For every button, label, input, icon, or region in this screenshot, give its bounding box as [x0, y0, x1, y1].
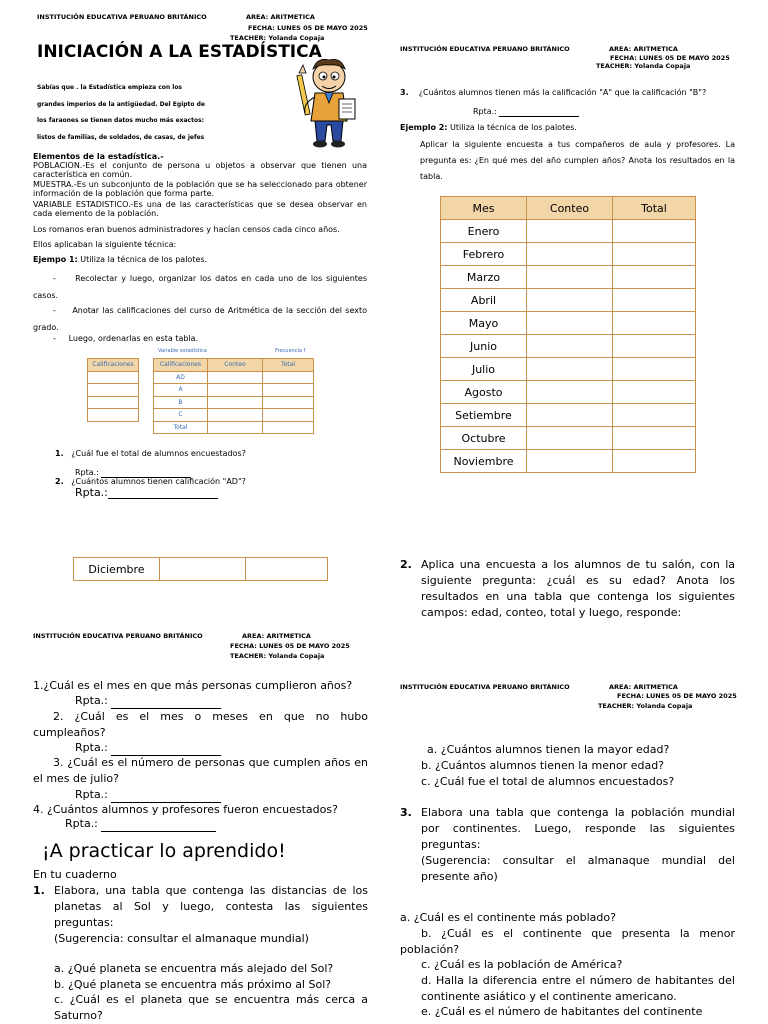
question-text: ¿Cuál fue el total de alumnos encuestados?	[71, 449, 246, 458]
table-cell[interactable]	[527, 266, 613, 289]
table-cell[interactable]	[613, 243, 696, 266]
table-cell[interactable]	[613, 404, 696, 427]
table-row	[441, 312, 696, 335]
month-cell: Octubre	[441, 427, 527, 450]
bullet-anotar: - Anotar las calificaciones del curso de Aritmética de la sección del sexto grado.	[33, 306, 367, 332]
table-row	[441, 289, 696, 312]
rpta-label: Rpta.:	[75, 694, 108, 707]
table-cell[interactable]	[613, 289, 696, 312]
table-row	[441, 335, 696, 358]
suggestion-text: (Sugerencia: consultar el almanaque mundial del presente año)	[421, 854, 735, 883]
item-number: 2.	[400, 558, 412, 571]
question-3	[400, 88, 706, 98]
table-cell[interactable]	[263, 421, 314, 434]
table-cell	[88, 409, 139, 422]
ellos-text: Ellos aplicaban la siguiente técnica:	[33, 240, 177, 249]
freq-label: Frecuencia f	[275, 348, 306, 354]
poblacion-definition: POBLACION.-Es el conjunto de persona u objetos a observar que tienen una característica en común.	[33, 161, 367, 179]
table-row	[441, 220, 696, 243]
month-cell: Enero	[441, 220, 527, 243]
sabias-que	[37, 80, 222, 146]
table-row	[441, 404, 696, 427]
example-2-body: Aplicar la siguiente encuesta a tus compañeros de aula y profesores. La pregunta es: ¿En qué mes del año cumplen años? Anota los resultados en la tabla.	[420, 140, 735, 181]
table-header: Mes	[441, 197, 527, 220]
table-cell[interactable]	[208, 371, 263, 384]
table-cell	[88, 384, 139, 397]
item-3	[400, 805, 735, 885]
question-1	[55, 449, 246, 459]
exercise-1-c: c. ¿Cuál es el planeta que se encuentra más cerca a Saturno?	[54, 993, 368, 1022]
area-label: AREA: ARITMETICA	[609, 45, 678, 53]
table-cell[interactable]	[527, 404, 613, 427]
table-cell[interactable]	[263, 396, 314, 409]
bullet-recolectar: - Recolectar y luego, organizar los datos en cada uno de los siguientes casos.	[33, 274, 367, 300]
table-row	[441, 266, 696, 289]
suggestion-text: (Sugerencia: consultar el almanaque mundial)	[54, 932, 309, 945]
table-row	[441, 358, 696, 381]
table-cell[interactable]	[208, 396, 263, 409]
table-row	[154, 396, 314, 409]
table-cell[interactable]	[613, 427, 696, 450]
item-text: Elabora una tabla que contenga la población mundial por continentes. Luego, responde las siguientes preguntas:	[421, 806, 735, 851]
table-row	[441, 381, 696, 404]
table-cell[interactable]	[613, 381, 696, 404]
example-2	[400, 123, 577, 133]
table-cell[interactable]	[527, 312, 613, 335]
rpta-label: Rpta.:	[75, 486, 108, 499]
question-text: ¿Cuántos alumnos tienen más la calificación "A" que la calificación "B"?	[418, 88, 707, 97]
muestra-definition: MUESTRA.-Es un subconjunto de la población que se ha seleccionado para obtener información de la población que forma parte.	[33, 180, 367, 198]
table-row	[154, 409, 314, 422]
teacher-label: TEACHER: Yolanda Copaja	[598, 702, 693, 710]
calificaciones-table	[153, 358, 314, 434]
sabias-line: listos de familias, de soldados, de casas, de jefes	[37, 133, 205, 141]
table-header: Conteo	[208, 359, 263, 372]
rpta-label: Rpta.:	[65, 817, 98, 830]
example-1-text: Utiliza la técnica de los palotes.	[77, 255, 208, 264]
table-header: Conteo	[527, 197, 613, 220]
item-number: 3.	[400, 806, 412, 819]
table-cell[interactable]	[208, 421, 263, 434]
table-cell[interactable]	[246, 558, 328, 581]
p3-answer-3	[75, 787, 221, 803]
table-cell[interactable]	[613, 450, 696, 473]
date-label: FECHA: LUNES 05 DE MAYO 2025	[230, 642, 350, 650]
p3-question-2: 2. ¿Cuál es el mes o meses en que no hubo cumpleaños?	[33, 710, 368, 739]
elementos-title: Elementos de la estadística.-	[33, 152, 164, 161]
p4-item-d: d. Halla la diferencia entre el número de habitantes del continente asiático y el continente americano.	[421, 974, 735, 1003]
table-cell[interactable]	[527, 381, 613, 404]
table-cell[interactable]	[527, 220, 613, 243]
sabias-line: los faraones se tienen datos mucho más exactos:	[37, 117, 205, 124]
table-cell[interactable]	[613, 266, 696, 289]
p3-answer-1	[75, 693, 221, 709]
p4-question-b: b. ¿Cuántos alumnos tienen la menor edad?	[421, 759, 665, 772]
example-2-text: Utiliza la técnica de los palotes.	[447, 123, 577, 132]
teacher-label: TEACHER: Yolanda Copaja	[596, 62, 691, 70]
practice-heading: ¡A practicar lo aprendido!	[42, 840, 286, 862]
bullet-ordenar: - Luego, ordenarlas en esta tabla.	[53, 334, 199, 343]
question-number: 2.	[55, 477, 64, 486]
question-2-answer	[75, 486, 218, 499]
example-1	[33, 255, 207, 265]
birthday-table	[440, 196, 696, 473]
p3-answer-4	[65, 816, 216, 832]
table-cell[interactable]	[160, 558, 246, 581]
answer-line[interactable]	[101, 820, 216, 832]
question-number: 3.	[400, 88, 409, 97]
p3-question-4: 4. ¿Cuántos alumnos y profesores fueron encuestados?	[33, 803, 338, 816]
question-text: ¿Cuántos alumnos tienen calificación "AD"?	[71, 477, 246, 486]
table-cell: Total	[154, 421, 208, 434]
school-name: INSTITUCIÓN EDUCATIVA PERUANO BRITÁNICO	[33, 632, 203, 640]
p4-item-e: e. ¿Cuál es el número de habitantes del continente	[421, 1005, 703, 1018]
table-cell: A	[154, 384, 208, 397]
table-cell	[88, 371, 139, 384]
rpta-label: Rpta.:	[473, 107, 497, 116]
table-cell: C	[154, 409, 208, 422]
p4-item-a: a. ¿Cuál es el continente más poblado?	[400, 911, 616, 924]
var-label: Variable estadística	[158, 348, 207, 354]
month-cell: Abril	[441, 289, 527, 312]
teacher-label: TEACHER: Yolanda Copaja	[230, 652, 325, 660]
table-row	[154, 371, 314, 384]
table-cell[interactable]	[613, 335, 696, 358]
school-name: INSTITUCIÓN EDUCATIVA PERUANO BRITÁNICO	[400, 45, 570, 53]
table-cell	[88, 396, 139, 409]
item-number: 1.	[33, 884, 45, 897]
rpta-label: Rpta.:	[75, 468, 102, 477]
sabias-line: grandes imperios de la antigüedad. Del Egipto de	[37, 100, 205, 108]
month-cell: Febrero	[441, 243, 527, 266]
month-cell: Diciembre	[74, 558, 160, 581]
month-cell: Junio	[441, 335, 527, 358]
table-cell[interactable]	[208, 409, 263, 422]
month-cell: Mayo	[441, 312, 527, 335]
table-cell[interactable]	[527, 335, 613, 358]
table-cell[interactable]	[613, 358, 696, 381]
rpta-label: Rpta.:	[75, 788, 108, 801]
table-cell[interactable]	[527, 450, 613, 473]
exercise-1-b: b. ¿Qué planeta se encuentra más próximo al Sol?	[54, 978, 332, 991]
table-cell[interactable]	[263, 409, 314, 422]
table-cell[interactable]	[613, 220, 696, 243]
p4-question-a: a. ¿Cuántos alumnos tienen la mayor edad?	[427, 743, 670, 756]
date-label: FECHA: LUNES 05 DE MAYO 2025	[248, 24, 368, 32]
p4-question-c: c. ¿Cuál fue el total de alumnos encuestados?	[421, 775, 675, 788]
bullet-text: Luego, ordenarlas en esta tabla.	[68, 334, 199, 343]
table-cell[interactable]	[527, 358, 613, 381]
item-text: Aplica una encuesta a los alumnos de tu salón, con la siguiente pregunta: ¿cuál es su edad? Anota los resultados en una tabla que contenga los siguientes campos: edad, conteo, total y luego, responde:	[421, 558, 735, 619]
area-label: AREA: ARITMETICA	[242, 632, 311, 640]
table-cell: AD	[154, 371, 208, 384]
item-2	[400, 557, 735, 621]
exercise-1	[33, 883, 368, 947]
month-cell: Setiembre	[441, 404, 527, 427]
question-number: 1.	[55, 449, 64, 458]
table-row	[74, 558, 328, 581]
sabias-line: Sabías que . la Estadística empieza con los	[37, 84, 183, 91]
month-cell: Marzo	[441, 266, 527, 289]
table-cell[interactable]	[527, 289, 613, 312]
table-row	[441, 450, 696, 473]
table-cell[interactable]	[263, 371, 314, 384]
date-label: FECHA: LUNES 05 DE MAYO 2025	[610, 54, 730, 62]
table-row	[154, 384, 314, 397]
p3-answer-2	[75, 740, 221, 756]
table-cell[interactable]	[263, 384, 314, 397]
romanos-text: Los romanos eran buenos administradores y hacían censos cada cinco años.	[33, 225, 340, 234]
variable-definition: VARIABLE ESTADISTICO.-Es una de las características que se desea observar en cada elemento de la población.	[33, 200, 367, 218]
exercise-1-a: a. ¿Qué planeta se encuentra más alejado del Sol?	[54, 962, 334, 975]
table-header: Calificaciones	[154, 359, 208, 372]
calificaciones-side-table	[87, 358, 139, 422]
table-cell: B	[154, 396, 208, 409]
month-cell: Julio	[441, 358, 527, 381]
table-cell[interactable]	[527, 243, 613, 266]
school-name: INSTITUCIÓN EDUCATIVA PERUANO BRITÁNICO	[400, 683, 570, 691]
p3-question-3: 3. ¿Cuál es el número de personas que cumplen años en el mes de julio?	[33, 756, 368, 785]
table-header: Calificaciones	[88, 359, 139, 372]
p3-question-1: 1.¿Cuál es el mes en que más personas cumplieron años?	[33, 679, 353, 692]
answer-line[interactable]	[499, 108, 579, 117]
month-cell: Noviembre	[441, 450, 527, 473]
table-row	[441, 243, 696, 266]
example-1-label: Ejempo 1:	[33, 255, 78, 264]
table-row	[441, 427, 696, 450]
school-name: INSTITUCIÓN EDUCATIVA PERUANO BRITÁNICO	[37, 13, 207, 21]
p4-item-b: b. ¿Cuál es el continente que presenta la menor población?	[400, 927, 735, 956]
table-header: Total	[613, 197, 696, 220]
page-title: INICIACIÓN A LA ESTADÍSTICA	[37, 42, 322, 62]
item-text: Elabora, una tabla que contenga las distancias de los planetas al Sol y luego, contesta las siguientes preguntas:	[54, 884, 368, 929]
notebook-label: En tu cuaderno	[33, 868, 117, 881]
area-label: AREA: ARITMETICA	[609, 683, 678, 691]
table-cell[interactable]	[527, 427, 613, 450]
p4-item-c: c. ¿Cuál es la población de América?	[421, 958, 623, 971]
rpta-label: Rpta.:	[75, 741, 108, 754]
bullet-text: Anotar las calificaciones del curso de Aritmética de la sección del sexto grado.	[33, 306, 367, 332]
answer-line[interactable]	[108, 487, 218, 499]
question-3-answer	[473, 107, 579, 117]
month-cell: Agosto	[441, 381, 527, 404]
bullet-text: Recolectar y luego, organizar los datos en cada uno de los siguientes casos.	[33, 274, 367, 300]
cartoon-boy-illustration	[295, 55, 361, 150]
teacher-label: TEACHER: Yolanda Copaja	[230, 34, 325, 42]
table-cell[interactable]	[613, 312, 696, 335]
answer-line[interactable]	[111, 697, 221, 709]
table-cell[interactable]	[208, 384, 263, 397]
diciembre-row-table	[73, 557, 328, 581]
table-row	[154, 421, 314, 434]
date-label: FECHA: LUNES 05 DE MAYO 2025	[617, 692, 737, 700]
table-header: Total	[263, 359, 314, 372]
area-label: AREA: ARITMETICA	[246, 13, 315, 21]
example-2-label: Ejemplo 2:	[400, 123, 448, 132]
